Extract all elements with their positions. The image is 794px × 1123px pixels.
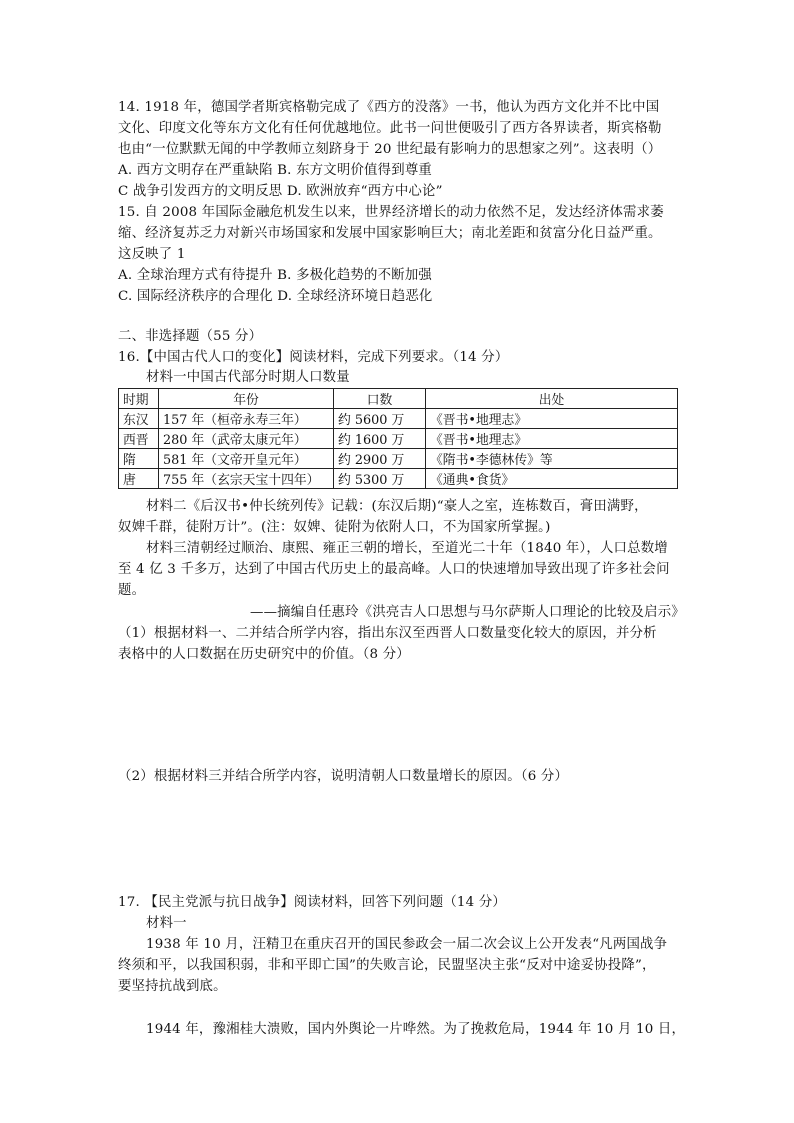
cell-period: 东汉 [119,409,159,429]
q17-title: 17. 【民主党派与抗日战争】阅读材料，回答下列问题（14 分） [118,895,507,910]
q16-source-citation: ——摘编自任惠玲《洪亮吉人口思想与马尔萨斯人口理论的比较及启示》 [250,605,685,620]
q15-line-3: 这反映了 1 [118,247,186,262]
q15-line-2: 缩、经济复苏乏力对新兴市场国家和发展中国家影响巨大；南北差距和贫富分化日益严重。 [118,226,662,241]
header-year: 年份 [159,389,334,409]
q16-material3-line-1: 材料三清朝经过顺治、康熙、雍正三朝的增长，至道光二十年（1840 年），人口总数增 [146,541,668,556]
cell-period: 唐 [119,469,159,489]
cell-population: 约 5600 万 [334,409,426,429]
q16-subquestion-2: （2）根据材料三并结合所学内容，说明清朝人口数量增长的原因。（6 分） [118,769,569,784]
cell-source: 《晋书•地理志》 [426,409,678,429]
q15-line-1: 15. 自 2008 年国际金融危机发生以来，世界经济增长的动力依然不足，发达经济体需求萎 [118,205,664,220]
q16-title: 16.【中国古代人口的变化】阅读材料，完成下列要求。（14 分） [118,350,509,365]
q14-line-1: 14. 1918 年，德国学者斯宾格勒完成了《西方的没落》一书，他认为西方文化并不比中国 [118,100,660,115]
section-heading: 二、非选择题（55 分） [118,329,263,344]
q16-material2-line-2: 奴婢千群，徒附万计”。(注：奴婢、徒附为依附人口，不为国家所掌握。) [118,520,551,535]
cell-period: 西晋 [119,429,159,449]
q17-material1-label: 材料一 [146,916,187,931]
q17-para2-line-1: 1944 年，豫湘桂大溃败，国内外舆论一片哗然。为了挽救危局，1944 年 10 月 10 日， [146,1022,686,1037]
q14-options-cd: C 战争引发西方的文明反思 D. 欧洲放弃“西方中心论” [118,184,443,199]
cell-year: 581 年（文帝开皇元年） [159,449,334,469]
header-period: 时期 [119,389,159,409]
q16-material1-caption: 材料一中国古代部分时期人口数量 [146,370,350,385]
cell-year: 157 年（桓帝永寿三年） [159,409,334,429]
q17-para1-line-1: 1938 年 10 月，汪精卫在重庆召开的国民参政会一届二次会议上公开发表“凡两国战争 [146,937,668,952]
table-row [119,429,678,449]
cell-year: 755 年（玄宗天宝十四年） [159,469,334,489]
cell-source: 《隋书•李德林传》等 [426,449,678,469]
q16-material3-line-2: 至 4 亿 3 千多万，达到了中国古代历史上的最高峰。人口的快速增加导致出现了许多社会问 [118,562,670,577]
population-table [118,388,678,489]
q14-line-2: 文化、印度文化等东方文化有任何优越地位。此书一问世便吸引了西方各界读者，斯宾格勒 [118,121,662,136]
q15-options-ab: A. 全球治理方式有待提升 B. 多极化趋势的不断加强 [118,268,433,283]
q17-para1-line-3: 要坚持抗战到底。 [118,979,227,994]
header-source: 出处 [426,389,678,409]
cell-period: 隋 [119,449,159,469]
q14-options-ab: A. 西方文明存在严重缺陷 B. 东方文明价值得到尊重 [118,163,433,178]
q15-options-cd: C. 国际经济秩序的合理化 D. 全球经济环境日趋恶化 [118,289,433,304]
header-population: 口数 [334,389,426,409]
cell-population: 约 2900 万 [334,449,426,469]
q14-line-3: 也由“一位默默无闻的中学教师立刻跻身于 20 世纪最有影响力的思想家之列”。这表明（） [118,142,662,157]
table-header-row [119,389,678,409]
cell-year: 280 年（武帝太康元年） [159,429,334,449]
cell-population: 约 1600 万 [334,429,426,449]
table-row [119,469,678,489]
cell-source: 《晋书•地理志》 [426,429,678,449]
table-row [119,449,678,469]
q16-subquestion-1-line-2: 表格中的人口数据在历史研究中的价值。（8 分） [118,647,410,662]
q17-para1-line-2: 终须和平，以我国积弱，非和平即亡国”的失败言论，民盟坚决主张“反对中途妥协投降”， [118,958,656,973]
q16-material2-line-1: 材料二《后汉书•仲长统列传》记载：(东汉后期)“豪人之室，连栋数百，膏田满野， [146,499,648,514]
table-row [119,409,678,429]
cell-source: 《通典•食货》 [426,469,678,489]
q16-subquestion-1-line-1: （1）根据材料一、二并结合所学内容，指出东汉至西晋人口数量变化较大的原因，并分析 [118,626,657,641]
q16-material3-line-3: 题。 [118,583,146,598]
cell-population: 约 5300 万 [334,469,426,489]
